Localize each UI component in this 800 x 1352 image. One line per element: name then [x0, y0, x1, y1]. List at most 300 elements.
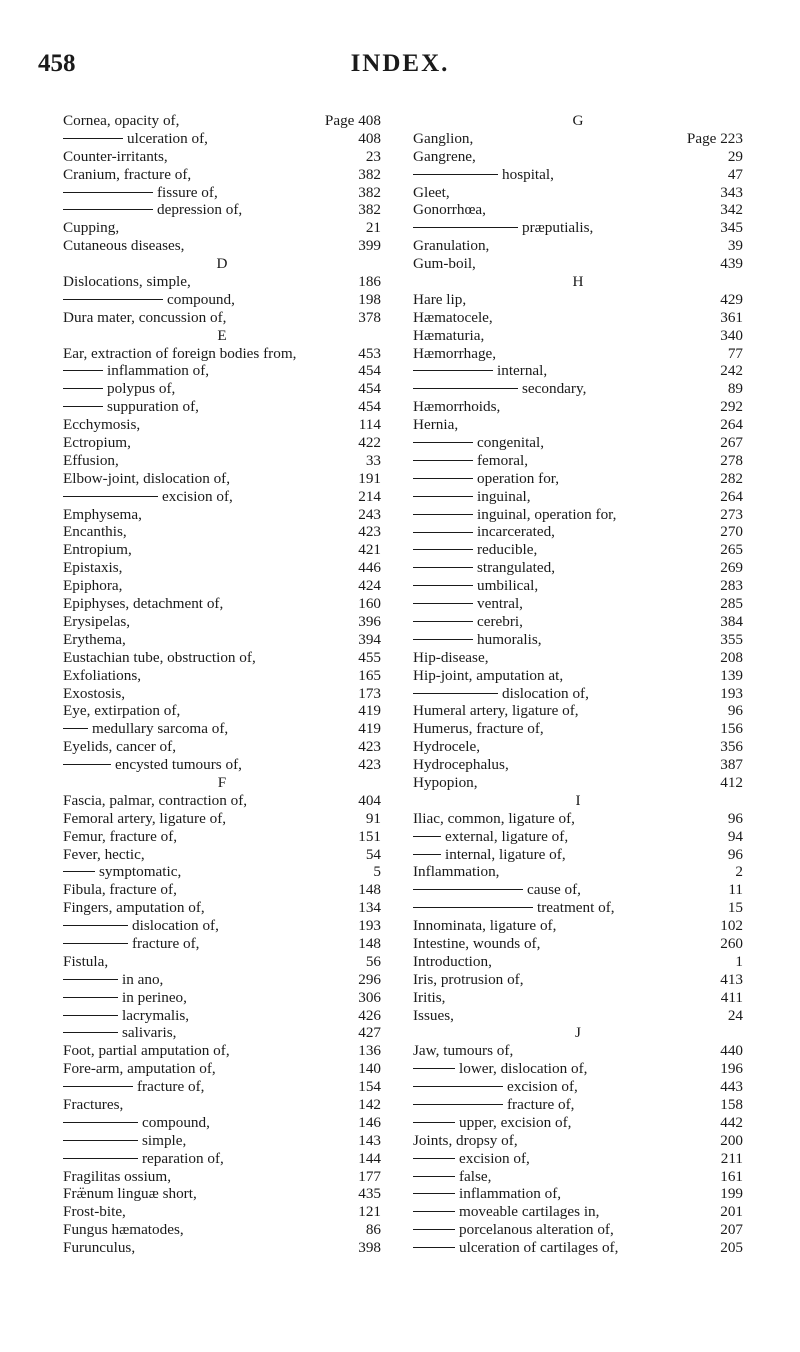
index-page-ref: 435 [358, 1185, 381, 1203]
index-term: ulceration of cartilages of, [459, 1239, 619, 1257]
index-page-ref: 443 [720, 1078, 743, 1096]
index-entry [413, 1221, 743, 1239]
index-entry [413, 201, 743, 219]
index-entry-text [413, 1221, 614, 1239]
index-page-ref: 114 [358, 416, 381, 434]
index-entry [63, 649, 381, 667]
index-page-ref: 177 [358, 1167, 381, 1185]
index-term: ventral, [477, 595, 523, 613]
index-entry-text [63, 631, 126, 649]
index-term: Hypopion, [413, 773, 478, 791]
index-entry-text [413, 1203, 599, 1221]
index-term: Femur, fracture of, [63, 827, 178, 845]
index-entry-text [413, 577, 538, 595]
index-entry [413, 577, 743, 595]
index-entry [413, 470, 743, 488]
ditto-rule [413, 460, 473, 461]
index-entry-text [413, 1185, 561, 1203]
index-page-ref: 200 [720, 1131, 743, 1149]
index-entry-text [63, 971, 163, 989]
index-page-ref: 399 [358, 237, 381, 255]
index-entry-text [63, 738, 176, 756]
index-page-ref: 96 [727, 809, 743, 827]
index-entry [63, 1042, 381, 1060]
index-term: Fingers, amputation of, [63, 899, 205, 917]
ditto-rule [413, 693, 498, 694]
index-entry-text [63, 846, 145, 864]
index-term: external, ligature of, [445, 827, 569, 845]
index-page-ref: 440 [720, 1042, 743, 1060]
index-term: ulceration of, [127, 129, 208, 147]
index-page-ref: Page 223 [686, 129, 743, 147]
index-term: Hæmorrhoids, [413, 398, 501, 416]
index-page-ref: 264 [720, 416, 743, 434]
index-page-ref: 424 [358, 577, 381, 595]
index-entry [63, 112, 381, 130]
index-term: Iris, protrusion of, [413, 970, 524, 988]
ditto-rule [63, 1158, 138, 1159]
index-term: Hare lip, [413, 290, 467, 308]
index-entry-text [63, 148, 168, 166]
ditto-rule [413, 1229, 455, 1230]
index-entry [63, 1185, 381, 1203]
index-entry [63, 1239, 381, 1257]
index-term: Fractures, [63, 1095, 124, 1113]
index-page-ref: 413 [720, 970, 743, 988]
index-page-ref: 23 [365, 147, 381, 165]
index-page-ref: 89 [727, 380, 743, 398]
index-entry [63, 792, 381, 810]
index-page-ref: 454 [358, 362, 381, 380]
index-page-ref: 196 [720, 1060, 743, 1078]
index-page-ref: 378 [358, 308, 381, 326]
index-term: Introduction, [413, 952, 492, 970]
index-page-ref: 285 [720, 595, 743, 613]
index-entry [63, 1060, 381, 1078]
index-entry [413, 1132, 743, 1150]
index-term: Foot, partial amputation of, [63, 1042, 230, 1060]
index-column-left [63, 112, 381, 1257]
ditto-rule [63, 1032, 118, 1033]
index-entry [413, 1203, 743, 1221]
index-entry [63, 577, 381, 595]
index-entry [413, 899, 743, 917]
section-letter: I [575, 791, 581, 809]
index-entry [413, 953, 743, 971]
index-page-ref: Page 408 [324, 112, 381, 129]
index-entry [413, 452, 743, 470]
index-entry [413, 685, 743, 703]
index-entry-text [63, 166, 191, 184]
ditto-rule [413, 514, 473, 515]
index-entry-text [413, 1114, 571, 1132]
index-entry-text [413, 1060, 587, 1078]
index-term: Cranium, fracture of, [63, 165, 192, 183]
index-entry [413, 309, 743, 327]
index-entry [413, 327, 743, 345]
index-term: fracture of, [137, 1078, 205, 1096]
index-term: Eye, extirpation of, [63, 702, 181, 720]
index-entry [413, 380, 743, 398]
ditto-rule [413, 1247, 455, 1248]
index-entry [413, 1150, 743, 1168]
index-page-ref: 382 [358, 165, 381, 183]
index-term: Effusion, [63, 451, 119, 469]
index-entry-text [63, 577, 122, 595]
index-entry [63, 380, 381, 398]
index-entry-text [63, 237, 184, 255]
index-entry-text [63, 917, 219, 935]
index-term: excision of, [507, 1078, 578, 1096]
index-term: Elbow-joint, dislocation of, [63, 469, 231, 487]
index-term: upper, excision of, [459, 1113, 572, 1131]
index-entry [413, 1168, 743, 1186]
index-entry [413, 166, 743, 184]
index-entry [63, 846, 381, 864]
index-entry-text [63, 398, 199, 416]
index-entry [63, 631, 381, 649]
index-term: inguinal, operation for, [477, 505, 617, 523]
index-entry-text [413, 380, 586, 398]
index-entry-text [63, 953, 108, 971]
index-page-ref: 282 [720, 469, 743, 487]
index-term: salivaris, [122, 1024, 177, 1042]
index-term: Hæmatocele, [413, 308, 493, 326]
ditto-rule [63, 925, 128, 926]
index-entry-text [413, 1150, 530, 1168]
index-entry-text [413, 685, 589, 703]
index-entry [63, 506, 381, 524]
index-page-ref: 453 [358, 344, 381, 362]
index-entry-text [63, 488, 233, 506]
index-entry [63, 398, 381, 416]
index-term: præputialis, [522, 219, 594, 237]
index-entry-text [63, 559, 122, 577]
index-entry-text [63, 219, 119, 237]
index-page-ref: 267 [720, 434, 743, 452]
index-term: strangulated, [477, 559, 556, 577]
index-entry [413, 738, 743, 756]
index-entry-text [413, 1042, 513, 1060]
ditto-rule [413, 621, 473, 622]
index-term: fracture of, [132, 934, 200, 952]
index-term: Intestine, wounds of, [413, 934, 541, 952]
index-page-ref: 265 [720, 541, 743, 559]
index-entry [413, 828, 743, 846]
index-page-ref: 1 [735, 952, 743, 970]
index-page-ref: 412 [720, 773, 743, 791]
index-entry [63, 828, 381, 846]
index-entry [63, 1007, 381, 1025]
index-entry-text [63, 649, 256, 667]
index-term: suppuration of, [107, 398, 199, 416]
index-page-ref: 96 [727, 702, 743, 720]
index-entry [63, 201, 381, 219]
index-term: Ear, extraction of foreign bodies from, [63, 344, 297, 362]
index-entry-text [63, 416, 140, 434]
index-page-ref: 140 [358, 1060, 381, 1078]
index-term: Hæmorrhage, [413, 344, 497, 362]
index-entry [63, 667, 381, 685]
index-page-ref: 292 [720, 398, 743, 416]
index-entry-text [413, 613, 523, 631]
index-page-ref: 426 [358, 1006, 381, 1024]
ditto-rule [413, 1086, 503, 1087]
index-page-ref: 361 [720, 308, 743, 326]
index-entry [63, 273, 381, 291]
index-term: Furunculus, [63, 1239, 136, 1257]
ditto-rule [413, 836, 441, 837]
index-entry-text [413, 899, 615, 917]
index-column-right [413, 112, 743, 1257]
index-entry [63, 345, 381, 363]
index-entry [413, 917, 743, 935]
index-page-ref: 96 [727, 845, 743, 863]
index-term: Joints, dropsy of, [413, 1131, 518, 1149]
index-term: Dura mater, concussion of, [63, 308, 227, 326]
index-term: compound, [142, 1113, 210, 1131]
index-entry [63, 1114, 381, 1132]
index-term: Cupping, [63, 219, 120, 237]
index-term: Encanthis, [63, 523, 127, 541]
index-page-ref: 5 [373, 863, 381, 881]
index-page-ref: 355 [720, 630, 743, 648]
index-term: Emphysema, [63, 505, 142, 523]
page-number: 458 [38, 50, 76, 77]
ditto-rule [63, 192, 153, 193]
index-page-ref: 342 [720, 201, 743, 219]
index-term: treatment of, [537, 899, 615, 917]
index-term: simple, [142, 1131, 187, 1149]
index-term: medullary sarcoma of, [92, 720, 229, 738]
index-entry [413, 702, 743, 720]
index-entry [413, 595, 743, 613]
index-page-ref: 198 [358, 290, 381, 308]
ditto-rule [63, 406, 103, 407]
index-entry-text [63, 1185, 197, 1203]
index-page-ref: 260 [720, 934, 743, 952]
index-term: Ganglion, [413, 129, 474, 147]
index-page-ref: 186 [358, 273, 381, 291]
index-term: Inflammation, [413, 863, 500, 881]
index-entry [413, 523, 743, 541]
index-page-ref: 56 [365, 952, 381, 970]
index-page-ref: 208 [720, 648, 743, 666]
index-entry-text [413, 1078, 578, 1096]
index-term: symptomatic, [99, 863, 182, 881]
ditto-rule [413, 1104, 503, 1105]
index-page-ref: 455 [358, 648, 381, 666]
index-entry-text [413, 166, 554, 184]
index-entry-text [413, 416, 458, 434]
index-entry [63, 1096, 381, 1114]
index-entry-text [63, 828, 177, 846]
index-entry [413, 130, 743, 148]
ditto-rule [413, 532, 473, 533]
index-page-ref: 29 [727, 147, 743, 165]
index-entry [63, 237, 381, 255]
index-term: Eyelids, cancer of, [63, 738, 177, 756]
index-page-ref: 427 [358, 1024, 381, 1042]
index-entry-text [63, 273, 191, 291]
ditto-rule [413, 370, 493, 371]
index-page-ref: 243 [358, 505, 381, 523]
index-page-ref: 382 [358, 183, 381, 201]
index-entry-text [413, 523, 555, 541]
index-entry [413, 1185, 743, 1203]
index-term: excision of, [459, 1149, 530, 1167]
index-page-ref: 142 [358, 1095, 381, 1113]
index-entry-text [63, 506, 142, 524]
index-entry-text [63, 899, 205, 917]
index-entry [413, 416, 743, 434]
index-entry-text [63, 362, 209, 380]
index-entry [63, 434, 381, 452]
index-entry-text [413, 506, 616, 524]
index-page-ref: 429 [720, 290, 743, 308]
index-term: Fever, hectic, [63, 845, 145, 863]
index-entry-text [413, 362, 547, 380]
index-page-ref: 423 [358, 738, 381, 756]
index-entry-text [413, 846, 566, 864]
index-entry [413, 1096, 743, 1114]
index-page-ref: 24 [727, 1006, 743, 1024]
index-page-ref: 54 [365, 845, 381, 863]
index-entry [63, 595, 381, 613]
index-entry-text [413, 774, 478, 792]
index-entry-text [63, 1114, 210, 1132]
index-page-ref: 134 [358, 899, 381, 917]
index-entry-text [63, 1024, 176, 1042]
index-entry-text [63, 470, 230, 488]
index-entry [413, 1078, 743, 1096]
index-page-ref: 345 [720, 219, 743, 237]
index-entry [63, 219, 381, 237]
index-page-ref: 21 [365, 219, 381, 237]
index-entry-text [63, 523, 127, 541]
index-entry [413, 989, 743, 1007]
index-page-ref: 394 [358, 630, 381, 648]
index-page-ref: 121 [358, 1203, 381, 1221]
index-entry [63, 720, 381, 738]
ditto-rule [413, 174, 498, 175]
ditto-rule [63, 943, 128, 944]
index-entry [63, 1221, 381, 1239]
ditto-rule [413, 907, 533, 908]
index-entry [413, 774, 743, 792]
index-term: Exfoliations, [63, 666, 142, 684]
index-entry-text [63, 1203, 126, 1221]
index-page-ref: 15 [727, 899, 743, 917]
index-term: false, [459, 1167, 492, 1185]
index-entry-text [63, 1096, 123, 1114]
index-term: Granulation, [413, 237, 490, 255]
index-entry [63, 184, 381, 202]
index-term: operation for, [477, 469, 560, 487]
ditto-rule [63, 979, 118, 980]
index-page-ref: 211 [720, 1149, 743, 1167]
ditto-rule [413, 1211, 455, 1212]
ditto-rule [413, 854, 441, 855]
index-term: Fungus hæmatodes, [63, 1221, 184, 1239]
index-term: hospital, [502, 165, 554, 183]
index-entry [63, 1132, 381, 1150]
index-term: congenital, [477, 434, 545, 452]
index-entry [413, 863, 743, 881]
index-entry [63, 166, 381, 184]
index-entry-text [63, 1239, 135, 1257]
index-entry-text [413, 219, 593, 237]
index-page-ref: 173 [358, 684, 381, 702]
index-term: Femoral artery, ligature of, [63, 809, 227, 827]
index-term: Fore-arm, amputation of, [63, 1060, 216, 1078]
index-entry-text [413, 1168, 491, 1186]
section-letter: E [217, 326, 227, 344]
index-entry-text [413, 452, 528, 470]
index-entry [413, 1239, 743, 1257]
index-term: cause of, [527, 881, 581, 899]
index-entry-text [63, 309, 226, 327]
index-entry [413, 148, 743, 166]
index-entry [63, 1024, 381, 1042]
index-term: femoral, [477, 451, 529, 469]
index-page-ref: 404 [358, 791, 381, 809]
index-page-ref: 423 [358, 756, 381, 774]
index-entry-text [63, 810, 226, 828]
index-entry [413, 559, 743, 577]
index-entry-text [413, 559, 555, 577]
index-entry-text [63, 1078, 204, 1096]
index-page-ref: 398 [358, 1239, 381, 1257]
index-entry [413, 184, 743, 202]
index-entry-text [413, 595, 523, 613]
index-term: Fibula, fracture of, [63, 881, 177, 899]
ditto-rule [63, 871, 95, 872]
index-entry-text [413, 201, 486, 219]
section-letter: F [217, 773, 227, 791]
index-term: Epiphora, [63, 577, 123, 595]
index-entry [413, 362, 743, 380]
index-term: dislocation of, [132, 917, 219, 935]
index-term: dislocation of, [502, 684, 589, 702]
index-page-ref: 273 [720, 505, 743, 523]
index-entry [63, 971, 381, 989]
index-entry-text [63, 756, 242, 774]
index-entry [63, 309, 381, 327]
section-letter: H [572, 273, 584, 291]
index-entry [413, 1007, 743, 1025]
index-entry-text [63, 1150, 224, 1168]
index-entry-text [63, 1042, 230, 1060]
index-page-ref: 136 [358, 1042, 381, 1060]
index-entry-text [413, 1096, 574, 1114]
index-entry [413, 613, 743, 631]
index-entry [413, 345, 743, 363]
index-entry-text [413, 488, 531, 506]
index-page-ref: 423 [358, 523, 381, 541]
index-term: lower, dislocation of, [459, 1060, 588, 1078]
ditto-rule [63, 496, 158, 497]
index-entry-text [63, 685, 125, 703]
index-entry-text [413, 237, 489, 255]
index-entry-text [413, 130, 473, 148]
index-page-ref: 270 [720, 523, 743, 541]
index-entry-text [413, 291, 466, 309]
index-entry-text [413, 756, 509, 774]
index-page-ref: 283 [720, 577, 743, 595]
index-term: Iritis, [413, 988, 446, 1006]
ditto-rule [413, 442, 473, 443]
